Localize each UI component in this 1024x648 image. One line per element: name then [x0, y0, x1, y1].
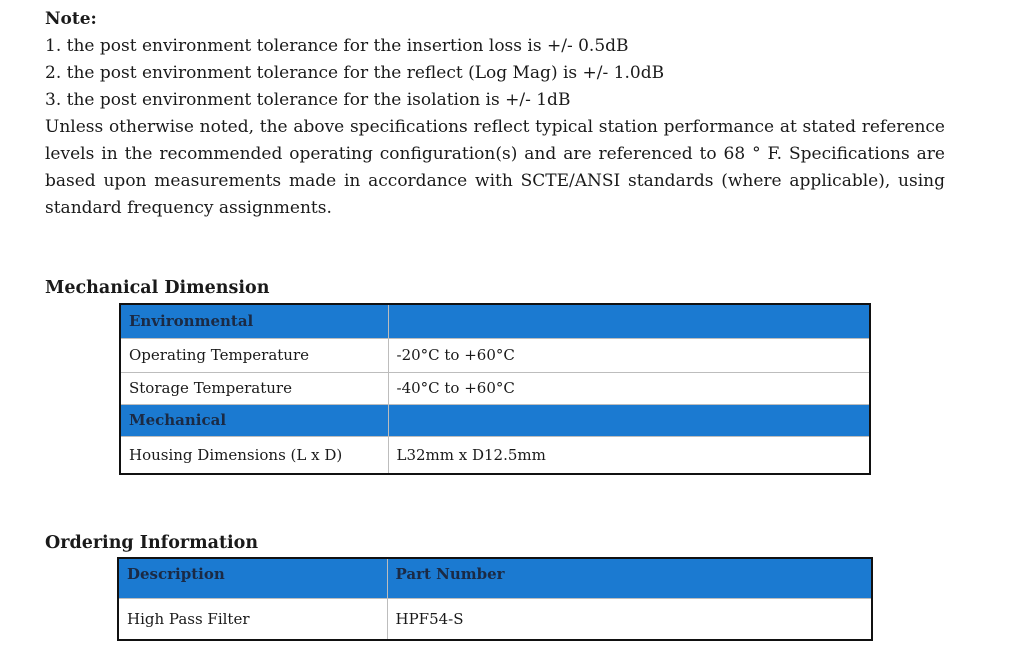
- table-row: [120, 436, 870, 474]
- storage-temp-value: -40°C to +60°C: [388, 372, 870, 404]
- note-item-3: 3. the post environment tolerance for the isolation is +/- 1dB: [45, 90, 571, 110]
- ordering-table: [117, 557, 873, 641]
- operating-temp-label: Operating Temperature: [120, 338, 388, 372]
- note-paragraph: Unless otherwise noted, the above specifications reflect typical station performance at stated reference levels in the recommended operating configuration(s) and are referenced to 68 ° F. Specifications are based upon measurements made in accordance with SCTE/ANSI standards (where applicable), using standard frequency assignments.: [45, 117, 945, 218]
- note-title: Note:: [45, 9, 97, 29]
- mechanical-header-row: [120, 404, 870, 436]
- part-number-cell: HPF54-S: [387, 598, 872, 640]
- mechanical-header: Mechanical: [120, 404, 388, 436]
- mechanical-table: [119, 303, 871, 475]
- note-block: [45, 6, 945, 222]
- note-item-1: 1. the post environment tolerance for the insertion loss is +/- 0.5dB: [45, 36, 629, 56]
- part-number-header: Part Number: [387, 558, 872, 598]
- table-row: [120, 338, 870, 372]
- environmental-header-empty: [388, 304, 870, 338]
- environmental-header: Environmental: [120, 304, 388, 338]
- housing-dimensions-value: L32mm x D12.5mm: [388, 436, 870, 474]
- table-row: [120, 372, 870, 404]
- storage-temp-label: Storage Temperature: [120, 372, 388, 404]
- housing-dimensions-label: Housing Dimensions (L x D): [120, 436, 388, 474]
- operating-temp-value: -20°C to +60°C: [388, 338, 870, 372]
- table-row: [118, 598, 872, 640]
- mechanical-title: Mechanical Dimension: [45, 278, 270, 298]
- mechanical-header-empty: [388, 404, 870, 436]
- environmental-header-row: [120, 304, 870, 338]
- description-header: Description: [118, 558, 387, 598]
- description-cell: High Pass Filter: [118, 598, 387, 640]
- note-item-2: 2. the post environment tolerance for the reflect (Log Mag) is +/- 1.0dB: [45, 63, 665, 83]
- ordering-header-row: [118, 558, 872, 598]
- ordering-title: Ordering Information: [45, 533, 259, 553]
